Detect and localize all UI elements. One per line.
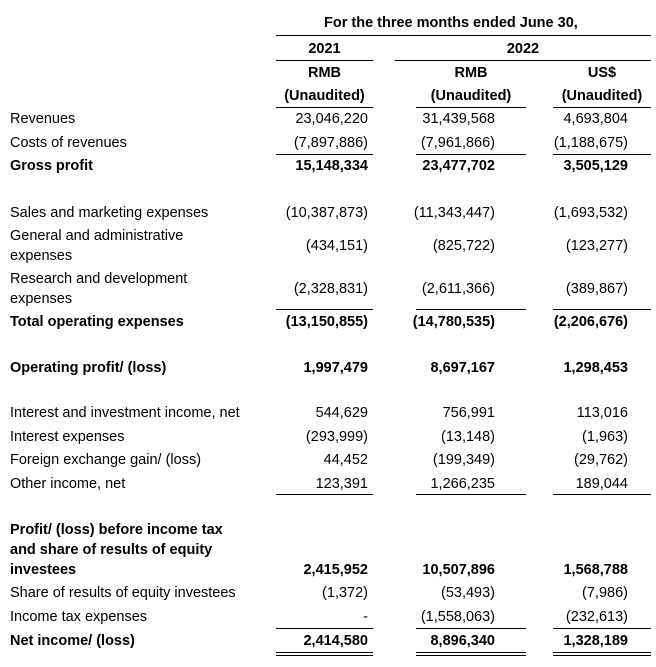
revenues-label: Revenues (10, 111, 76, 127)
rule-tax-col3 (553, 628, 651, 629)
gross-profit-2022-rmb: 23,477,702 (422, 158, 495, 174)
fx-gain-2022-rmb: (199,349) (432, 452, 495, 468)
period-underline (276, 35, 651, 36)
interest-income-2022-rmb: 756,991 (442, 405, 495, 421)
costs-of-revenues-2022-rmb: (7,961,866) (420, 135, 495, 151)
period-heading: For the three months ended June 30, (324, 15, 578, 31)
interest-income-2022-usd: 113,016 (576, 405, 628, 421)
revenues-2022-usd: 4,693,804 (563, 111, 628, 127)
general-admin-label-line1: General and administrative (10, 228, 184, 244)
rule-other-col3 (553, 494, 651, 495)
costs-of-revenues-2021: (7,897,886) (293, 135, 368, 151)
rule-net-col2 (416, 652, 526, 653)
income-tax-2022-rmb: (1,558,063) (420, 609, 495, 625)
operating-profit-2022-rmb: 8,697,167 (430, 360, 495, 376)
general-admin-2022-rmb: (825,722) (432, 238, 495, 254)
year-2022-heading: 2022 (506, 41, 540, 57)
rule-costs-col2 (416, 154, 526, 155)
rule-rd-col3 (553, 309, 651, 310)
other-income-2022-rmb: 1,266,235 (430, 476, 495, 492)
year-2021-underline (276, 60, 373, 61)
other-income-label: Other income, net (10, 476, 126, 492)
revenues-2022-rmb: 31,439,568 (422, 111, 495, 127)
general-admin-label-line2: expenses (10, 248, 73, 264)
rule-costs-col1 (276, 154, 373, 155)
status-col1: (Unaudited) (284, 88, 365, 104)
rule-tax-col1 (276, 628, 373, 629)
rule-net2-col3 (553, 655, 651, 656)
rule-other-col2 (416, 494, 526, 495)
total-opex-2022-usd: (2,206,676) (553, 314, 628, 330)
operating-profit-2021: 1,997,479 (303, 360, 368, 376)
currency-col3: US$ (587, 65, 617, 81)
rule-net-col3 (553, 652, 651, 653)
rule-net2-col1 (276, 655, 373, 656)
net-income-2021: 2,414,580 (303, 633, 368, 649)
net-income-2022-rmb: 8,896,340 (430, 633, 495, 649)
currency-col2: RMB (454, 65, 488, 81)
net-income-2022-usd: 1,328,189 (563, 633, 628, 649)
equity-investees-2022-usd: (7,986) (582, 585, 628, 601)
profit-before-tax-2022-rmb: 10,507,896 (422, 562, 495, 578)
equity-investees-2022-rmb: (53,493) (440, 585, 495, 601)
revenues-2021: 23,046,220 (295, 111, 368, 127)
rule-rd-col2 (416, 309, 526, 310)
profit-before-tax-2022-usd: 1,568,788 (563, 562, 628, 578)
research-dev-2022-rmb: (2,611,366) (421, 281, 495, 297)
year-2022-underline (395, 60, 651, 61)
income-tax-label: Income tax expenses (10, 609, 148, 625)
fx-gain-label: Foreign exchange gain/ (loss) (10, 452, 202, 468)
profit-before-tax-label-line2: and share of results of equity (10, 542, 213, 558)
research-dev-label-line1: Research and development (10, 271, 188, 287)
header-underline-col2 (416, 107, 526, 108)
equity-investees-label: Share of results of equity investees (10, 585, 236, 601)
gross-profit-2022-usd: 3,505,129 (563, 158, 628, 174)
rule-net2-col2 (416, 655, 526, 656)
net-income-label: Net income/ (loss) (10, 633, 135, 649)
header-underline-col1 (276, 107, 373, 108)
total-opex-label: Total operating expenses (10, 314, 184, 330)
currency-col1: RMB (307, 65, 342, 81)
research-dev-2021: (2,328,831) (293, 281, 368, 297)
operating-profit-2022-usd: 1,298,453 (563, 360, 628, 376)
profit-before-tax-label-line3: investees (10, 562, 77, 578)
gross-profit-2021: 15,148,334 (295, 158, 368, 174)
total-opex-2022-rmb: (14,780,535) (412, 314, 495, 330)
income-tax-2022-usd: (232,613) (565, 609, 628, 625)
general-admin-2022-usd: (123,277) (565, 238, 628, 254)
costs-of-revenues-2022-usd: (1,188,675) (553, 135, 628, 151)
sales-marketing-label: Sales and marketing expenses (10, 205, 209, 221)
profit-before-tax-2021: 2,415,952 (303, 562, 368, 578)
rule-other-col1 (276, 494, 373, 495)
operating-profit-label: Operating profit/ (loss) (10, 360, 167, 376)
costs-of-revenues-label: Costs of revenues (10, 135, 127, 151)
general-admin-2021: (434,151) (305, 238, 368, 254)
sales-marketing-2022-usd: (1,693,532) (553, 205, 628, 221)
interest-expenses-2022-rmb: (13,148) (440, 429, 495, 445)
sales-marketing-2021: (10,387,873) (285, 205, 368, 221)
status-col3: (Unaudited) (561, 88, 643, 104)
research-dev-label-line2: expenses (10, 291, 73, 307)
interest-expenses-label: Interest expenses (10, 429, 125, 445)
rule-net-col1 (276, 652, 373, 653)
interest-income-label: Interest and investment income, net (10, 405, 240, 421)
header-underline-col3 (553, 107, 651, 108)
status-col2: (Unaudited) (430, 88, 512, 104)
total-opex-2021: (13,150,855) (285, 314, 368, 330)
rule-tax-col2 (416, 628, 526, 629)
research-dev-2022-usd: (389,867) (565, 281, 628, 297)
income-tax-2021: - (363, 609, 368, 625)
rule-rd-col1 (276, 309, 373, 310)
year-2021-heading: 2021 (308, 41, 341, 57)
fx-gain-2021: 44,452 (323, 452, 368, 468)
interest-expenses-2021: (293,999) (305, 429, 368, 445)
interest-expenses-2022-usd: (1,963) (582, 429, 628, 445)
sales-marketing-2022-rmb: (11,343,447) (413, 205, 495, 221)
other-income-2022-usd: 189,044 (575, 476, 628, 492)
interest-income-2021: 544,629 (315, 405, 368, 421)
rule-costs-col3 (553, 154, 651, 155)
profit-before-tax-label-line1: Profit/ (loss) before income tax (10, 522, 223, 538)
other-income-2021: 123,391 (315, 476, 368, 492)
fx-gain-2022-usd: (29,762) (573, 452, 628, 468)
equity-investees-2021: (1,372) (322, 585, 368, 601)
gross-profit-label: Gross profit (10, 158, 93, 174)
